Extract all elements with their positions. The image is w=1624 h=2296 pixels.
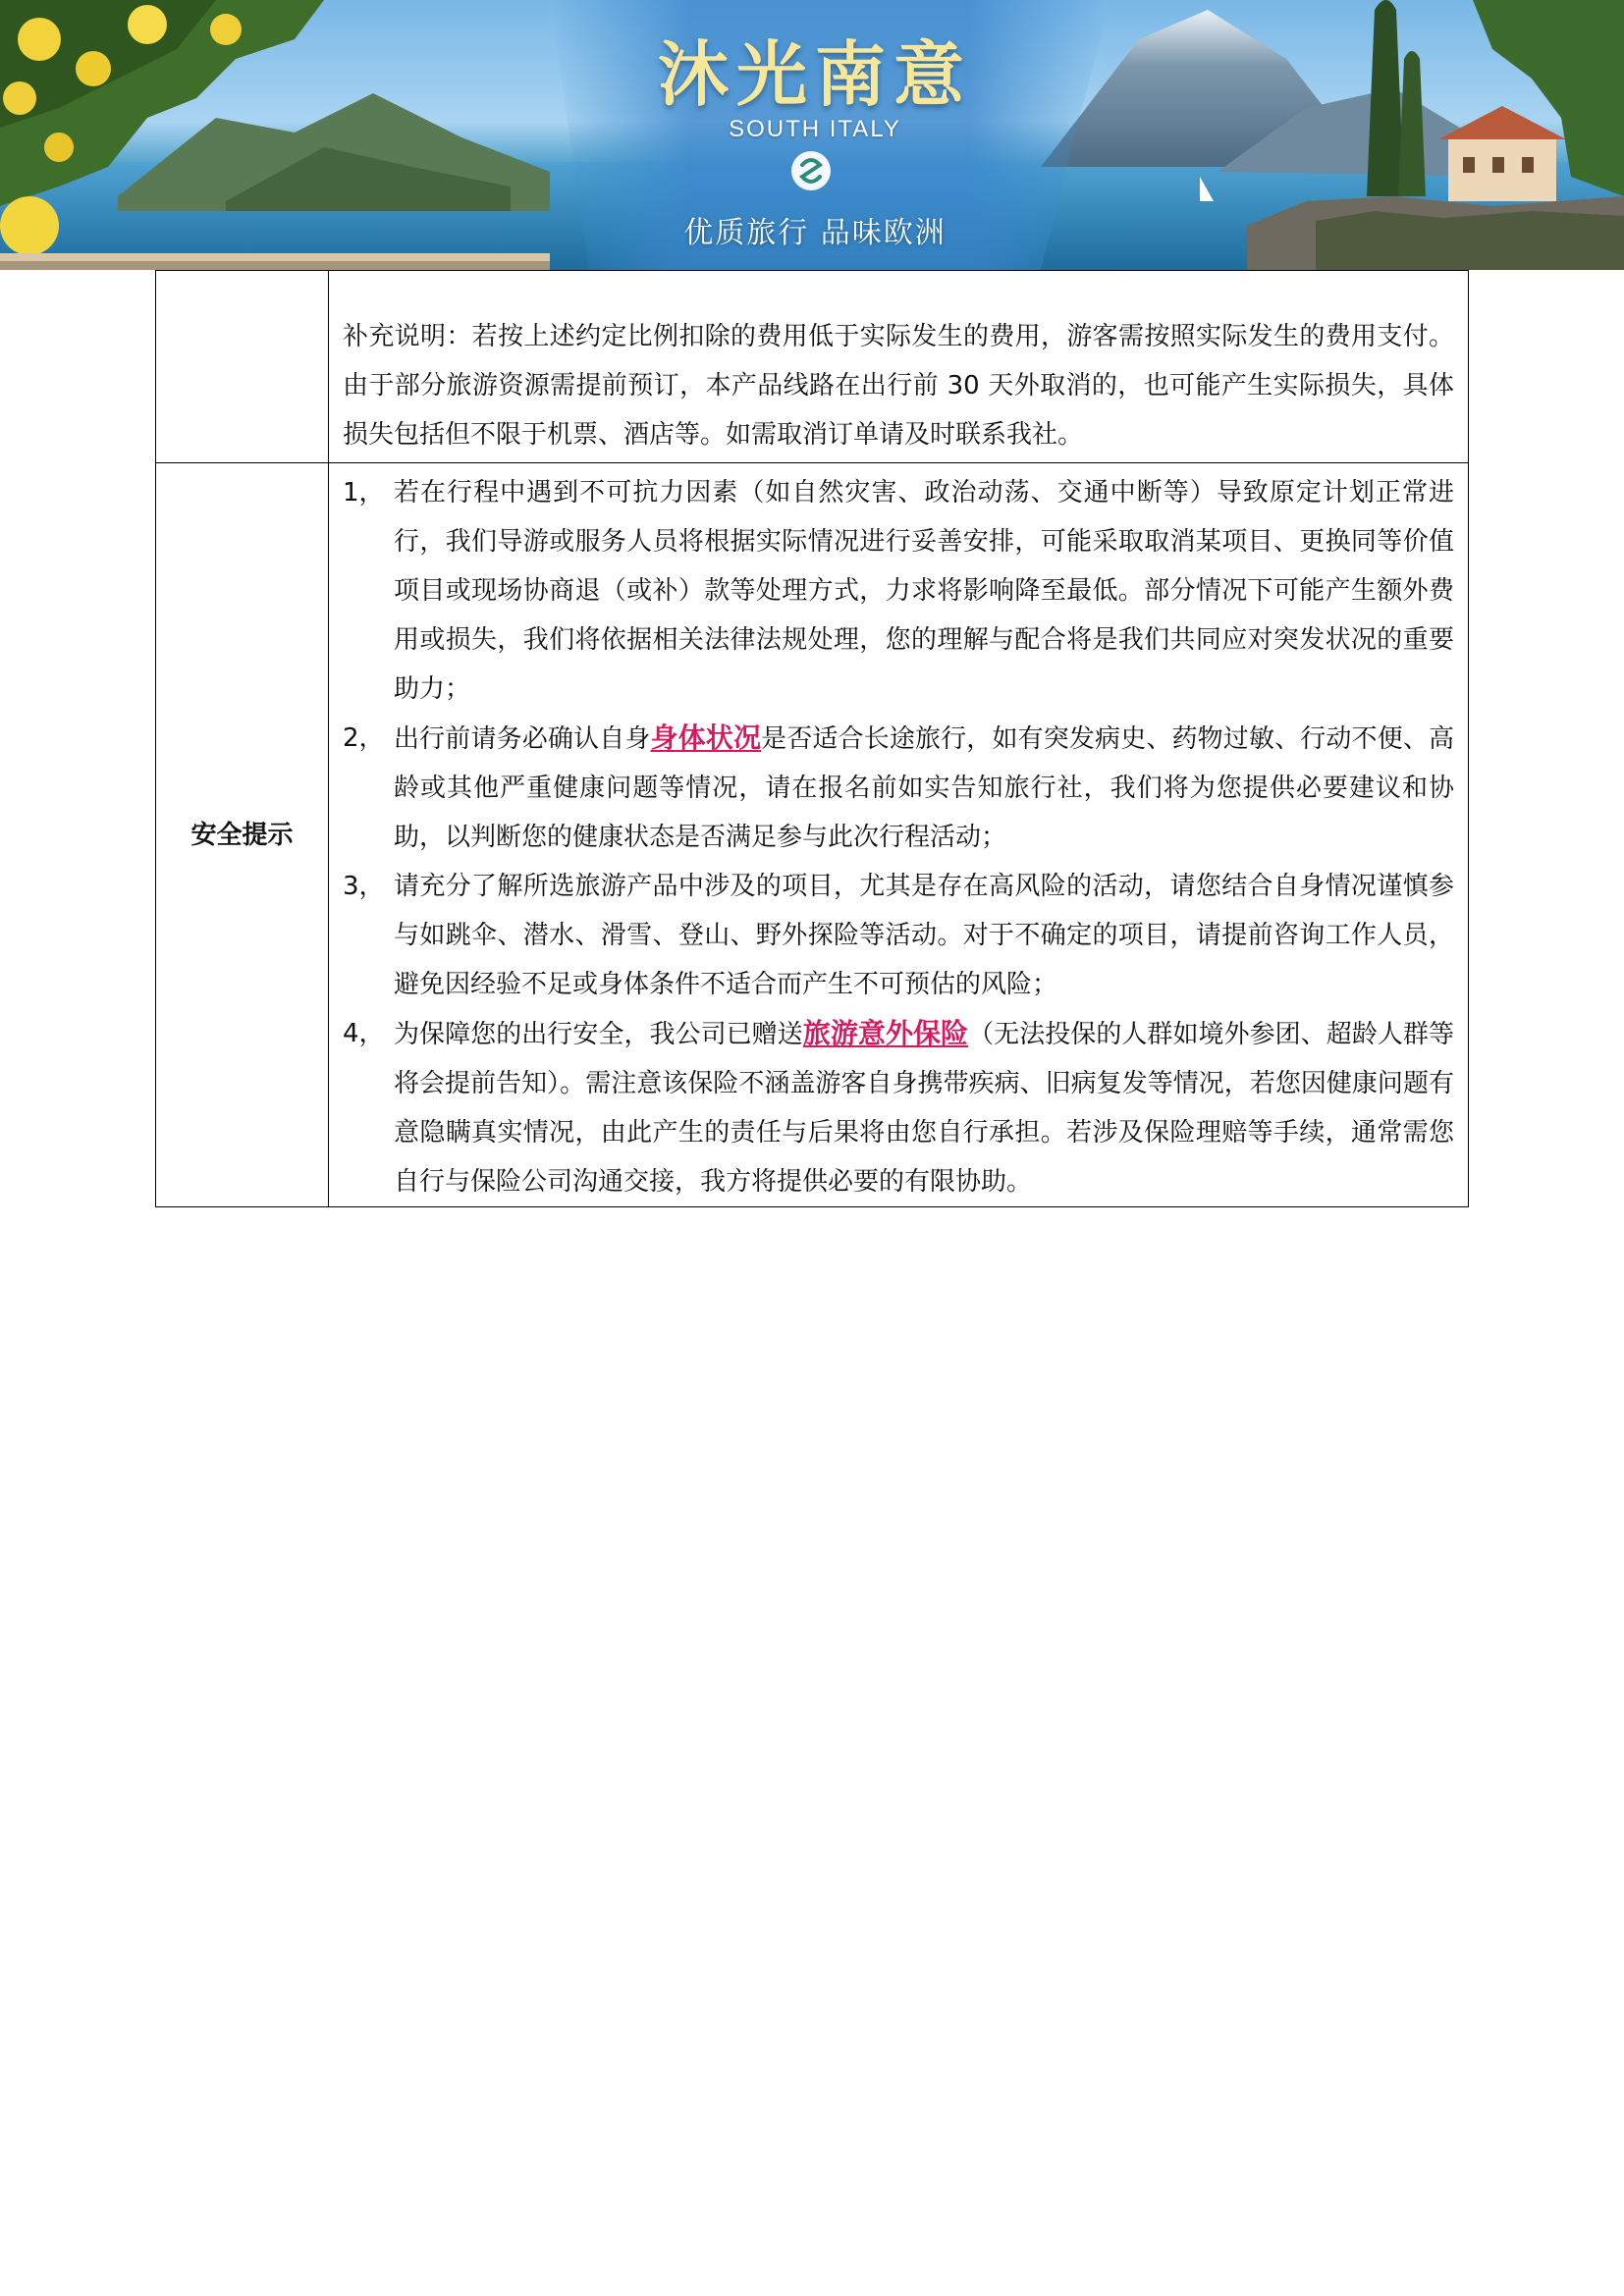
list-item-number: 4， — [343, 1019, 385, 1048]
banner-slogan: 优质旅行 品味欧洲 — [683, 216, 947, 250]
list-item-text-before: 为保障您的出行安全，我公司已赠送 — [394, 1020, 803, 1049]
safety-row-label: 安全提示 — [156, 463, 329, 1207]
list-item-text: 请充分了解所选旅游产品中涉及的项目，尤其是存在高风险的活动，请您结合自身情况谨慎参与如跳伞、潜水、滑雪、登山、野外探险等活动。对于不确定的项目，请提前咨询工作人员，避免因经验不足或身体条件不适合而产生不可预估的风险； — [394, 872, 1454, 999]
highlight-travel-insurance: 旅游意外保险 — [802, 1017, 969, 1049]
banner-title-block — [550, 0, 1080, 270]
table-row-safety — [156, 463, 1469, 1207]
list-item-number: 3， — [343, 872, 385, 901]
list-item — [343, 862, 1454, 1009]
list-item — [343, 468, 1454, 714]
list-item-text-before: 出行前请务必确认自身 — [394, 724, 651, 754]
list-item-text-after: 是否适合长途旅行，如有突发病史、药物过敏、行动不便、高龄或其他严重健康问题等情况，请在报名前如实告知旅行社，我们将为您提供必要建议和协助，以判断您的健康状态是否满足参与此次行程活动； — [394, 724, 1454, 852]
list-item-text-after: （无法投保的人群如境外参团、超龄人群等将会提前告知）。需注意该保险不涵盖游客自身携带疾病、旧病复发等情况，若您因健康问题有意隐瞒真实情况，由此产生的责任与后果将由您自行承担。若涉及保险理赔等手续，通常需您自行与保险公司沟通交接，我方将提供必要的有限协助。 — [394, 1020, 1454, 1197]
info-table — [155, 270, 1469, 1207]
list-item-text — [394, 1009, 1454, 1206]
banner-title: 沐光南意 — [657, 33, 972, 116]
banner-subtitle: SOUTH ITALY — [729, 116, 901, 142]
table-row-note — [156, 271, 1469, 463]
brand-logo-icon — [789, 149, 833, 192]
supplementary-note: 补充说明：若按上述约定比例扣除的费用低于实际发生的费用，游客需按照实际发生的费用支付。由于部分旅游资源需提前预订，本产品线路在出行前 30 天外取消的，也可能产生实际损失，具体损失包括但不限于机票、酒店等。如需取消订单请及时联系我社。 — [329, 271, 1469, 463]
note-row-label — [156, 271, 329, 463]
list-item — [343, 714, 1454, 862]
list-item-number: 2， — [343, 723, 385, 753]
header-banner — [0, 0, 1624, 270]
list-item — [343, 1009, 1454, 1206]
list-item-text: 若在行程中遇到不可抗力因素（如自然灾害、政治动荡、交通中断等）导致原定计划正常进行，我们导游或服务人员将根据实际情况进行妥善安排，可能采取取消某项目、更换同等价值项目或现场协商退（或补）款等处理方式，力求将影响降至最低。部分情况下可能产生额外费用或损失，我们将依据相关法律法规处理，您的理解与配合将是我们共同应对突发状况的重要助力； — [394, 478, 1454, 704]
list-item-number: 1， — [343, 478, 385, 507]
safety-tips-list — [329, 463, 1469, 1207]
highlight-physical-condition: 身体状况 — [650, 721, 762, 754]
list-item-text — [394, 714, 1454, 862]
